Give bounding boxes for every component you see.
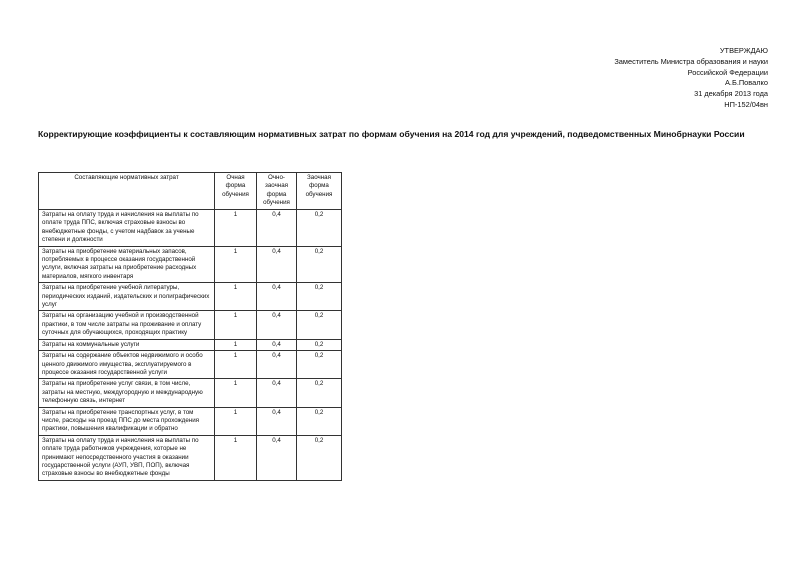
- row-parttime: 0,4: [257, 435, 297, 480]
- row-distance: 0,2: [297, 283, 342, 311]
- row-distance: 0,2: [297, 351, 342, 379]
- table-header-row: [39, 173, 342, 210]
- row-parttime: 0,4: [257, 283, 297, 311]
- row-distance: 0,2: [297, 246, 342, 283]
- row-parttime: 0,4: [257, 210, 297, 247]
- approval-line: 31 декабря 2013 года: [694, 89, 768, 99]
- table-row: [39, 379, 342, 407]
- header-distance: Заочная форма обучения: [297, 173, 342, 210]
- header-parttime: Очно-заочная форма обучения: [257, 173, 297, 210]
- table-row: [39, 339, 342, 350]
- approval-stamp: [468, 46, 768, 111]
- table-row: [39, 283, 342, 311]
- row-component: Затраты на организацию учебной и производственной практики, в том числе затраты на проживание и оплату суточных для обучающихся, проходящих практику: [39, 311, 215, 339]
- row-parttime: 0,4: [257, 339, 297, 350]
- row-parttime: 0,4: [257, 351, 297, 379]
- row-fulltime: 1: [215, 246, 257, 283]
- approval-line: А.Б.Повалко: [724, 78, 768, 88]
- row-parttime: 0,4: [257, 311, 297, 339]
- row-parttime: 0,4: [257, 379, 297, 407]
- row-component: Затраты на приобретение услуг связи, в том числе, затраты на местную, междугородную и международную телефонную связь, интернет: [39, 379, 215, 407]
- approval-line: Российской Федерации: [687, 67, 768, 77]
- row-parttime: 0,4: [257, 407, 297, 435]
- table-row: [39, 246, 342, 283]
- table-row: [39, 311, 342, 339]
- row-fulltime: 1: [215, 311, 257, 339]
- table-row: [39, 435, 342, 480]
- row-distance: 0,2: [297, 407, 342, 435]
- document-title: Корректирующие коэффициенты к составляющим нормативных затрат по формам обучения на 2014 год для учреждений, подведомственных Минобрнауки России: [38, 129, 745, 139]
- header-fulltime: Очная форма обучения: [215, 173, 257, 210]
- coefficients-table: [38, 172, 342, 481]
- row-distance: 0,2: [297, 311, 342, 339]
- row-component: Затраты на содержание объектов недвижимого и особо ценного движимого имущества, эксплуатируемого в процессе оказания государственной услуги: [39, 351, 215, 379]
- row-component: Затраты на приобретение транспортных услуг, в том числе, расходы на проезд ППС до места прохождения практики, повышения квалификации и обратно: [39, 407, 215, 435]
- table-row: [39, 351, 342, 379]
- row-component: Затраты на приобретение материальных запасов, потребляемых в процессе оказания государственной услуги, включая затраты на приобретение расходных материалов, мягкого инвентаря: [39, 246, 215, 283]
- row-component: Затраты на коммунальные услуги: [39, 339, 215, 350]
- row-fulltime: 1: [215, 379, 257, 407]
- row-fulltime: 1: [215, 283, 257, 311]
- row-fulltime: 1: [215, 339, 257, 350]
- approval-line: НП-152/04вн: [724, 99, 768, 109]
- header-component: Составляющие нормативных затрат: [39, 173, 215, 210]
- table-row: [39, 407, 342, 435]
- row-distance: 0,2: [297, 210, 342, 247]
- row-component: Затраты на приобретение учебной литературы, периодических изданий, издательских и полиграфических услуг: [39, 283, 215, 311]
- row-fulltime: 1: [215, 351, 257, 379]
- row-distance: 0,2: [297, 339, 342, 350]
- row-distance: 0,2: [297, 435, 342, 480]
- row-distance: 0,2: [297, 379, 342, 407]
- approval-line: Заместитель Министра образования и науки: [614, 56, 768, 66]
- row-fulltime: 1: [215, 407, 257, 435]
- table-row: [39, 210, 342, 247]
- approval-line: УТВЕРЖДАЮ: [719, 46, 768, 55]
- row-component: Затраты на оплату труда и начисления на выплаты по оплате труда ППС, включая страховые взносы во внебюджетные фонды, с учетом надбавок за ученые степени и должности: [39, 210, 215, 247]
- row-fulltime: 1: [215, 435, 257, 480]
- row-parttime: 0,4: [257, 246, 297, 283]
- row-component: Затраты на оплату труда и начисления на выплаты по оплате труда работников учреждения, которые не принимают непосредственного участия в оказании государственной услуги (АУП, УВП, ПОП), включая страховые взносы во внебюджетные фонды: [39, 435, 215, 480]
- row-fulltime: 1: [215, 210, 257, 247]
